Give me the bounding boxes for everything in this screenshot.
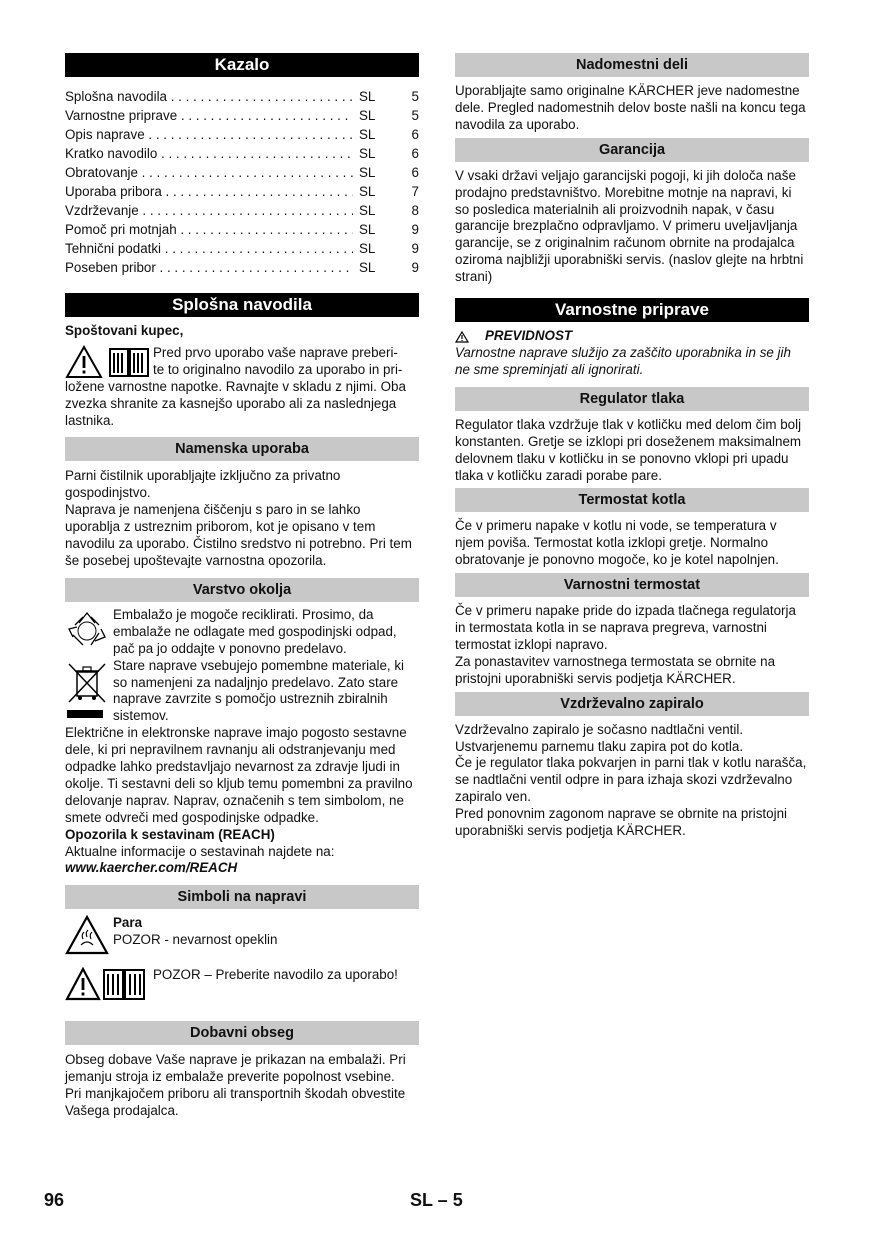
salutation: Spoštovani kupec,: [65, 323, 184, 338]
safety-thermostat-p1: Če v primeru napake pride do izpada tlačnega regulatorja in termostata kotla in se naprava pregreva, varnostni termostat izklopi napravo.: [455, 603, 796, 652]
weee-note: [65, 658, 419, 726]
section-heading-safety-thermostat: Varnostni termostat: [455, 573, 809, 597]
section-heading-environment: Varstvo okolja: [65, 578, 419, 602]
crossed-bin-icon: [65, 658, 109, 720]
intended-use-p2: Naprava je namenjena čiščenju s paro in se lahko uporablja z ustreznim priborom, kot je opisano v tem navodilu za uporabo. Čistilno sredstvo ni potrebno. Pri tem še posebej upoštevajte varnostna opozorila.: [65, 502, 412, 568]
section-heading-pressure-regulator: Regulator tlaka: [455, 387, 809, 411]
valve-p3: Če je regulator tlaka pokvarjen in parni tlak v kotlu narašča, se nadtlačni ventil odpre in para izhaja skozi vzdrževalno zapiralo ven.: [455, 755, 807, 805]
toc-entry[interactable]: Splošna navodila . . . SL 5: [65, 87, 419, 106]
scope-p1: Obseg dobave Vaše naprave je prikazan na embalaži. Pri jemanju stroja iz embalaže preverite popolnost vsebine.: [65, 1052, 406, 1085]
steam-text: POZOR - nevarnost opeklin: [113, 932, 278, 948]
valve-p1: Vzdrževalno zapiralo je sočasno nadtlačni ventil.: [455, 721, 744, 737]
general-intro: [65, 345, 419, 430]
caution-text: Varnostne naprave služijo za zaščito uporabnika in se jih ne sme spreminjati ali ignorirati.: [455, 344, 791, 377]
recycle-icon: [65, 607, 109, 651]
warning-manual-icons: [65, 345, 151, 379]
manual-symbol-row: [65, 967, 419, 1001]
toc-entry[interactable]: Poseben pribor . . . SL 9: [65, 258, 419, 277]
toc-entry[interactable]: Pomoč pri motnjah . . . SL 9: [65, 220, 419, 239]
toc-entry[interactable]: Uporaba pribora . . . SL 7: [65, 182, 419, 201]
right-column: [455, 53, 809, 840]
section-heading-symbols: Simboli na napravi: [65, 885, 419, 909]
toc-heading: Kazalo: [65, 53, 419, 77]
spare-parts-text: Uporabljajte samo originalne KÄRCHER jeve nadomestne dele. Pregled nadomestnih delov boste našli na koncu tega navodila za uporabo.: [455, 83, 806, 132]
hot-steam-warning-icon: [65, 915, 109, 955]
toc-entry[interactable]: Varnostne priprave . . . SL 5: [65, 106, 419, 125]
section-heading-maintenance-valve: Vzdrževalno zapiralo: [455, 692, 809, 716]
toc-entry[interactable]: Tehnični podatki . . . SL 9: [65, 239, 419, 258]
pressure-regulator-text: Regulator tlaka vzdržuje tlak v kotličku med delom čim bolj konstanten. Gretje se izklopi pri doseženem maksimalnem delovnem tlaku v kotličku in se ponovno vklopi pri upadu tlaka v kotličku zaradi porabe pare.: [455, 416, 802, 483]
electronics-text: Električne in elektronske naprave imajo pogosto sestavne dele, ki pri nepravilnem ravnanju ali odstranjevanju med odpadke lahko predstavljajo nevarnost za zdravje ljudi in okolje. Ti sestavni deli so kljub temu pomembni za pravilno delovanje naprav. Naprav, označenih s tem simbolom, ne smete odvreči med gospodinjske odpadke.: [65, 725, 413, 825]
reach-url[interactable]: www.kaercher.com/REACH: [65, 860, 238, 876]
intro-line-1: Pred prvo uporabo vaše naprave preberi-: [153, 344, 398, 360]
valve-p2: Ustvarjenemu parnemu tlaku zapira pot do kotla.: [455, 738, 744, 754]
toc-entry[interactable]: Opis naprave . . . SL 6: [65, 125, 419, 144]
table-of-contents: [65, 87, 419, 277]
section-heading-scope: Dobavni obseg: [65, 1021, 419, 1045]
reach-text: Aktualne informacije o sestavinah najdete na:: [65, 843, 335, 859]
warning-icon: [65, 345, 103, 379]
section-heading-spare-parts: Nadomestni deli: [455, 53, 809, 77]
caution-label-row: [455, 328, 809, 345]
toc-entry[interactable]: Vzdrževanje . . . SL 8: [65, 201, 419, 220]
safety-thermostat-p2: Za ponastavitev varnostnega termostata se obrnite na pristojni uporabniški servis podjetja KÄRCHER.: [455, 653, 776, 686]
weee-text: Stare naprave vsebujejo pomembne materiale, ki so namenjeni za nadaljnjo predelavo. Zato stare naprave zavrzite s pomočjo ustreznih zbiralnih sistemov.: [113, 657, 405, 724]
section-heading-warranty: Garancija: [455, 138, 809, 162]
section-heading-safety: Varnostne priprave: [455, 298, 809, 322]
manual-book-icon: [101, 967, 147, 1001]
warning-icon: [65, 967, 101, 1001]
steam-title: Para: [113, 915, 143, 931]
intro-line-2: te to originalno navodilo za uporabo in pri-: [153, 361, 403, 377]
language-page-label: SL – 5: [410, 1190, 463, 1210]
toc-entry[interactable]: Kratko navodilo . . . SL 6: [65, 144, 419, 163]
scope-p2: Pri manjkajočem priboru ali transportnih škodah obvestite Vašega prodajalca.: [65, 1086, 406, 1119]
warranty-text: V vsaki državi veljajo garancijski pogoji, ki jih določa naše prodajno predstavništvo. Morebitne motnje na napravi, ki so posledica materialnih ali proizvodnih napak, v času garancije brezplačno odpravljamo. V primeru uveljavljanja garancije, se z originalnim računom obrnite na prodajalca oziroma najbližji uporabniški servis. (naslov glejte na hrbtni strani): [455, 167, 804, 285]
boiler-thermostat-text: Če v primeru napake v kotlu ni vode, se temperatura v njem poviša. Termostat kotla izklopi gretje. Normalno obratovanje je ponovno mogoče, ko je kotel napolnjen.: [455, 518, 779, 568]
valve-p4: Pred ponovnim zagonom naprave se obrnite na pristojni uporabniški servis podjetja KÄRCHER.: [455, 806, 787, 839]
intended-use-p1: Parni čistilnik uporabljajte izključno za privatno gospodinjstvo.: [65, 468, 341, 501]
reach-title: Opozorila k sestavinam (REACH): [65, 826, 275, 842]
section-heading-boiler-thermostat: Termostat kotla: [455, 488, 809, 512]
intro-rest: ložene varnostne napotke. Ravnajte v skladu z njimi. Oba zvezka shranite za kasnejšo uporabo ali za naslednjega lastnika.: [65, 378, 406, 428]
caution-label: PREVIDNOST: [485, 328, 573, 344]
section-heading-intended-use: Namenska uporaba: [65, 437, 419, 461]
recycle-note: [65, 607, 419, 658]
manual-text: POZOR – Preberite navodilo za uporabo!: [153, 967, 398, 983]
toc-entry[interactable]: Obratovanje . . . SL 6: [65, 163, 419, 182]
section-heading-general: Splošna navodila: [65, 293, 419, 317]
left-column: [65, 53, 419, 1120]
page-number: 96: [44, 1190, 65, 1210]
manual-book-icon: [107, 345, 151, 379]
recycle-text: Embalažo je mogoče reciklirati. Prosimo, da embalaže ne odlagate med gospodinjski odpad, pač pa jo oddajte v ponovno predelavo.: [113, 606, 397, 656]
caution-icon: [455, 331, 469, 343]
steam-symbol-row: [65, 915, 419, 955]
